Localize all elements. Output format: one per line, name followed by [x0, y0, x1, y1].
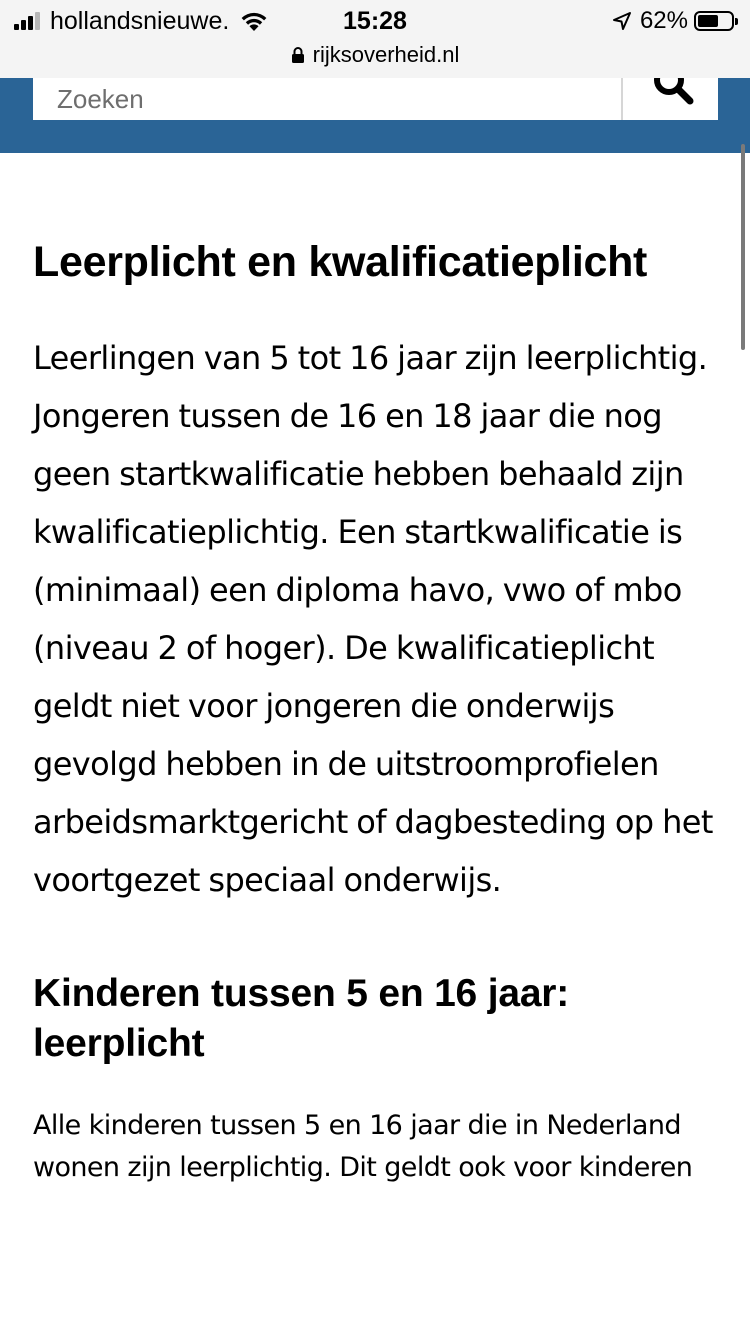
search-icon [651, 78, 695, 106]
battery-level-fill [698, 15, 718, 27]
search-input[interactable] [33, 78, 621, 120]
lock-icon [291, 46, 305, 64]
status-left [14, 6, 269, 36]
status-bar [0, 0, 750, 78]
scroll-indicator[interactable] [741, 144, 745, 350]
address-bar[interactable] [0, 40, 750, 70]
section-paragraph: Alle kinderen tussen 5 en 16 jaar die in Nederland wonen zijn leerplichtig. Dit geldt ook voor kinderen [33, 1110, 693, 1183]
article-content [33, 153, 717, 1189]
carrier-name: hollandsnieuwe. [50, 6, 230, 35]
battery-icon [694, 11, 734, 31]
cellular-signal-icon [14, 12, 42, 30]
wifi-icon [239, 10, 269, 32]
battery-percentage: 62% [639, 7, 688, 34]
location-arrow-icon [612, 11, 632, 31]
status-time: 15:28 [343, 7, 407, 35]
page-title: Leerplicht en kwalificatieplicht [33, 238, 648, 286]
site-header [0, 78, 750, 153]
status-right [612, 6, 734, 36]
search-button[interactable] [621, 78, 718, 120]
intro-paragraph: Leerlingen van 5 tot 16 jaar zijn leerplichtig. Jongeren tussen de 16 en 18 jaar die nog geen startkwalificatie hebben behaald zijn kwalificatieplichtig. Een startkwalificatie is (minimaal) een diploma havo, vwo of mbo (niveau 2 of hoger). De kwalificatieplicht geldt niet voor jongeren die onderwijs gevolgd hebben in de uitstroomprofielen arbeidsmarktgericht of dagbesteding op het voortgezet speciaal onderwijs. [33, 339, 713, 899]
url-text[interactable]: rijksoverheid.nl [312, 42, 460, 67]
section-heading: Kinderen tussen 5 en 16 jaar: leerplicht [33, 972, 570, 1065]
